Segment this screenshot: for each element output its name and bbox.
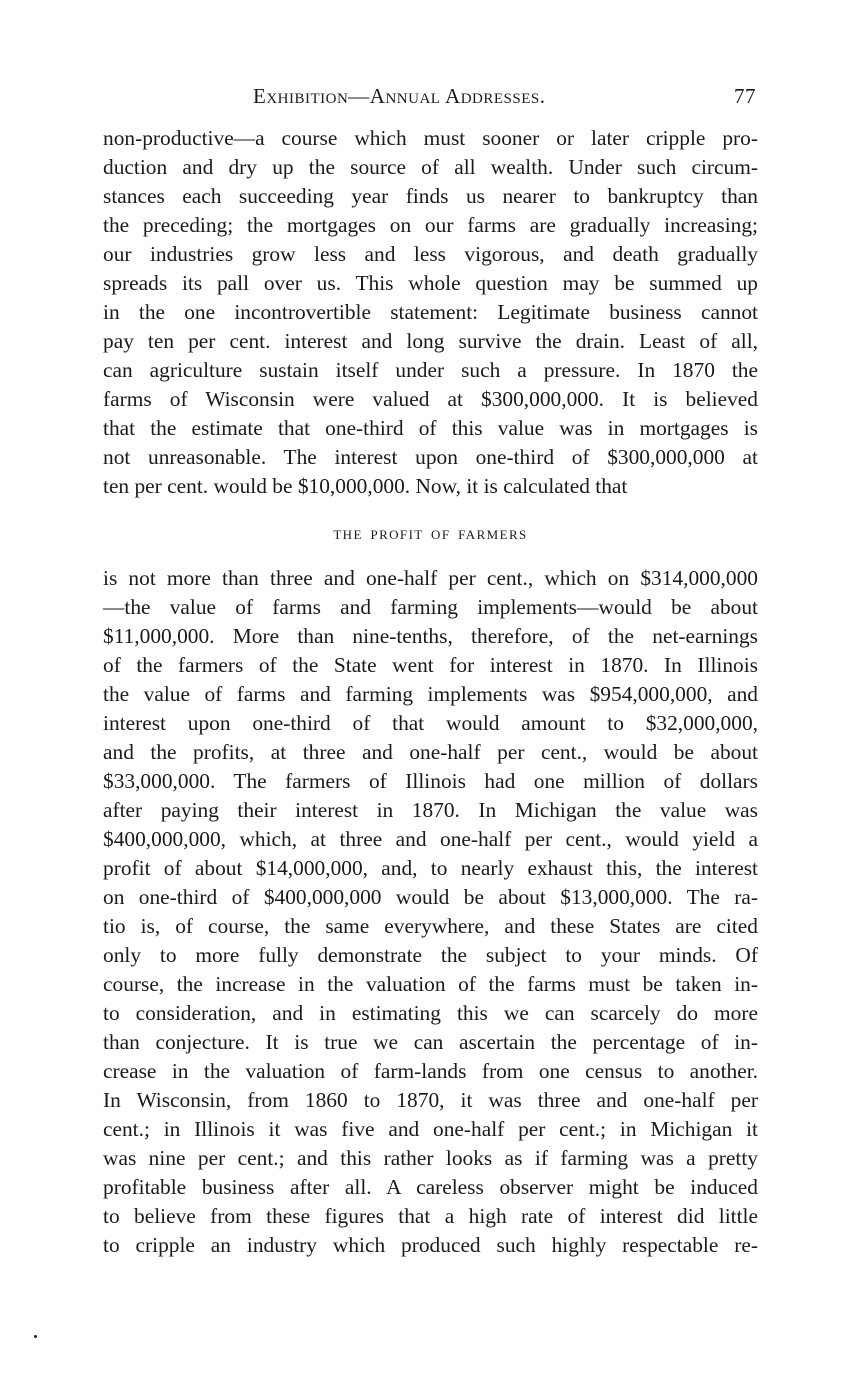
text-line: after paying their interest in 1870. In Michigan the value was	[103, 798, 758, 822]
text-line: can agriculture sustain itself under such a pressure. In 1870 the	[103, 358, 758, 382]
text-line: tio is, of course, the same everywhere, and these States are cited	[103, 914, 758, 938]
text-line: not unreasonable. The interest upon one-third of $300,000,000 at	[103, 445, 758, 469]
text-line: to consideration, and in estimating this we can scarcely do more	[103, 1001, 758, 1025]
running-title: Exhibition—Annual Addresses.	[253, 84, 546, 108]
text-line: in the one incontrovertible statement: Legitimate business cannot	[103, 300, 758, 324]
text-line: farms of Wisconsin were valued at $300,000,000. It is believed	[103, 387, 758, 411]
text-line: $33,000,000. The farmers of Illinois had one million of dollars	[103, 769, 758, 793]
text-line: duction and dry up the source of all wealth. Under such circum-	[103, 155, 758, 179]
text-line: only to more fully demonstrate the subject to your minds. Of	[103, 943, 758, 967]
text-line: In Wisconsin, from 1860 to 1870, it was three and one-half per	[103, 1088, 758, 1112]
text-line: and the profits, at three and one-half per cent., would be about	[103, 740, 758, 764]
text-line: profit of about $14,000,000, and, to nearly exhaust this, the interest	[103, 856, 758, 880]
text-line: course, the increase in the valuation of the farms must be taken in-	[103, 972, 758, 996]
text-line: of the farmers of the State went for interest in 1870. In Illinois	[103, 653, 758, 677]
page-number: 77	[734, 84, 756, 108]
paragraph-continued	[103, 124, 758, 501]
text-line: than conjecture. It is true we can ascertain the percentage of in-	[103, 1030, 758, 1054]
text-line: the value of farms and farming implements was $954,000,000, and	[103, 682, 758, 706]
text-line: the preceding; the mortgages on our farms are gradually increasing;	[103, 213, 758, 237]
running-head	[103, 84, 758, 112]
text-line: spreads its pall over us. This whole question may be summed up	[103, 271, 758, 295]
text-line: our industries grow less and less vigorous, and death gradually	[103, 242, 758, 266]
text-line: non-productive—a course which must sooner or later cripple pro-	[103, 126, 758, 150]
text-line: crease in the valuation of farm-lands from one census to another.	[103, 1059, 758, 1083]
section-heading: THE PROFIT OF FARMERS	[333, 527, 528, 542]
paragraph-profit-of-farmers	[103, 564, 758, 1260]
text-line: $11,000,000. More than nine-tenths, therefore, of the net-earnings	[103, 624, 758, 648]
text-line: interest upon one-third of that would amount to $32,000,000,	[103, 711, 758, 735]
text-line: cent.; in Illinois it was five and one-half per cent.; in Michigan it	[103, 1117, 758, 1141]
text-line: to cripple an industry which produced such highly respectable re-	[103, 1233, 758, 1257]
text-line: profitable business after all. A careless observer might be induced	[103, 1175, 758, 1199]
text-line: was nine per cent.; and this rather looks as if farming was a pretty	[103, 1146, 758, 1170]
text-line: is not more than three and one-half per cent., which on $314,000,000	[103, 566, 758, 590]
text-line: $400,000,000, which, at three and one-half per cent., would yield a	[103, 827, 758, 851]
text-line: to believe from these figures that a high rate of interest did little	[103, 1204, 758, 1228]
ink-speck	[34, 1335, 37, 1338]
text-line: ten per cent. would be $10,000,000. Now, it is calculated that	[103, 474, 628, 498]
text-line: pay ten per cent. interest and long survive the drain. Least of all,	[103, 329, 758, 353]
text-line: that the estimate that one-third of this value was in mortgages is	[103, 416, 758, 440]
text-line: —the value of farms and farming implements—would be about	[103, 595, 758, 619]
text-line: on one-third of $400,000,000 would be about $13,000,000. The ra-	[103, 885, 758, 909]
text-line: stances each succeeding year finds us nearer to bankruptcy than	[103, 184, 758, 208]
